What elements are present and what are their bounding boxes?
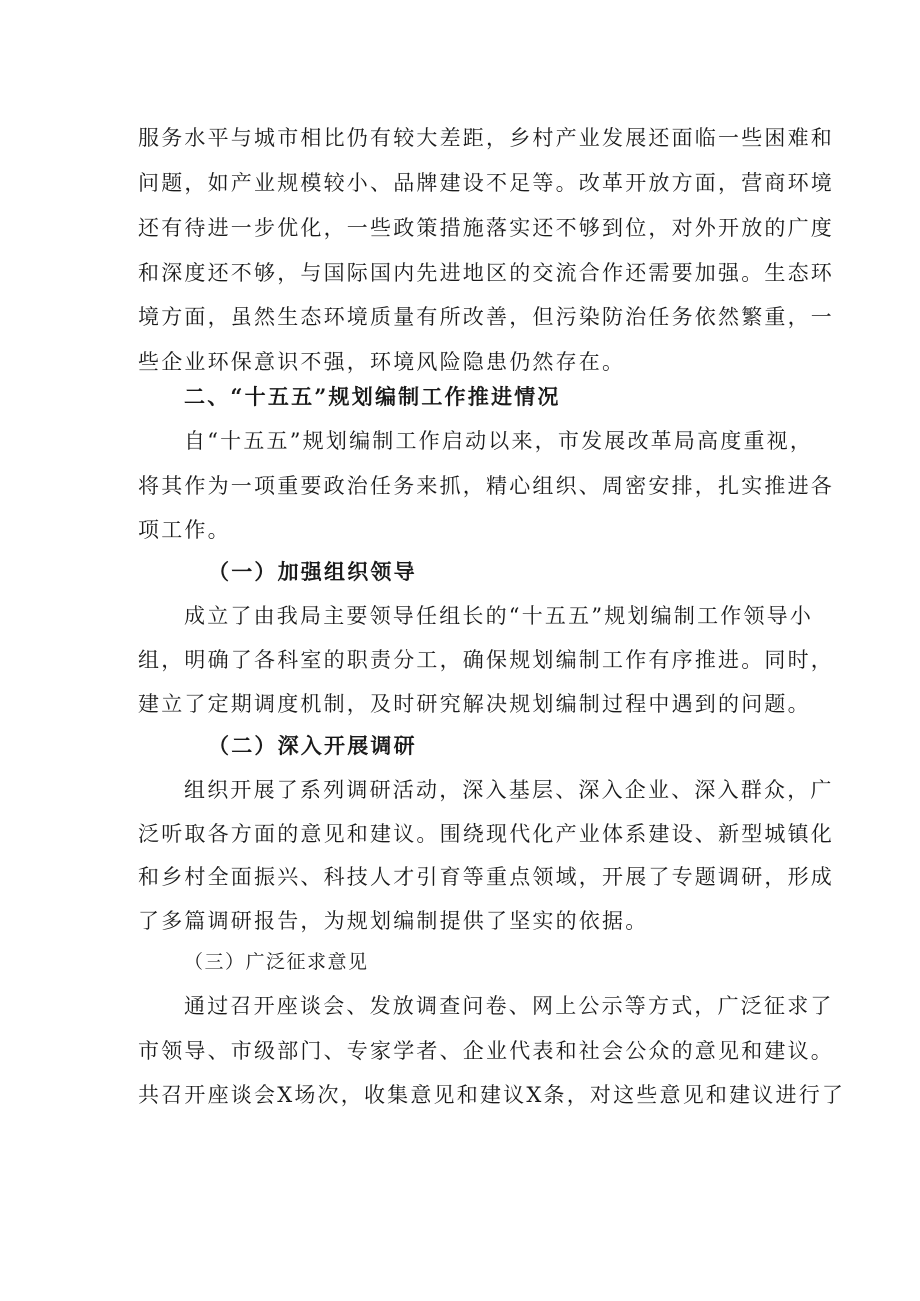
body-text-line: 和乡村全面振兴、科技人才引育等重点领域，开展了专题调研，形成 <box>138 865 834 889</box>
body-text-line: 组，明确了各科室的职责分工，确保规划编制工作有序推进。同时， <box>138 648 834 672</box>
body-text-line: 自“十五五”规划编制工作启动以来，市发展改革局高度重视， <box>184 429 814 453</box>
body-text-line: 共召开座谈会X场次，收集意见和建议X条，对这些意见和建议进行了 <box>138 1083 846 1107</box>
body-text-line: 服务水平与城市相比仍有较大差距，乡村产业发展还面临一些困难和 <box>138 126 834 150</box>
body-text-line: 和深度还不够，与国际国内先进地区的交流合作还需要加强。生态环 <box>138 261 834 285</box>
body-text-line: 问题，如产业规模较小、品牌建设不足等。改革开放方面，营商环境 <box>138 171 834 195</box>
body-text-line: 境方面，虽然生态环境质量有所改善，但污染防治任务依然繁重，一 <box>138 305 834 329</box>
body-text-line: 项工作。 <box>138 518 231 542</box>
body-text-line: 组织开展了系列调研活动，深入基层、深入企业、深入群众，广 <box>184 778 834 802</box>
body-text-line: 些企业环保意识不强，环境风险隐患仍然存在。 <box>138 350 626 374</box>
subsection-heading: （三）广泛征求意见 <box>184 951 369 973</box>
body-text-line: 将其作为一项重要政治任务来抓，精心组织、周密安排，扎实推进各 <box>138 474 834 498</box>
body-text-line: 还有待进一步优化，一些政策措施落实还不够到位，对外开放的广度 <box>138 216 834 240</box>
subsection-heading: （二）深入开展调研 <box>208 733 417 758</box>
body-text-line: 了多篇调研报告，为规划编制提供了坚实的依据。 <box>138 909 649 933</box>
body-text-line: 建立了定期调度机制，及时研究解决规划编制过程中遇到的问题。 <box>138 692 811 716</box>
body-text-line: 成立了由我局主要领导任组长的“十五五”规划编制工作领导小 <box>184 604 814 628</box>
body-text-line: 通过召开座谈会、发放调查问卷、网上公示等方式，广泛征求了 <box>184 994 834 1018</box>
subsection-heading: （一）加强组织领导 <box>208 559 417 584</box>
section-heading: 二、“十五五”规划编制工作推进情况 <box>184 384 561 409</box>
body-text-line: 泛听取各方面的意见和建议。围绕现代化产业体系建设、新型城镇化 <box>138 822 834 846</box>
body-text-line: 市领导、市级部门、专家学者、企业代表和社会公众的意见和建议。 <box>138 1039 834 1063</box>
